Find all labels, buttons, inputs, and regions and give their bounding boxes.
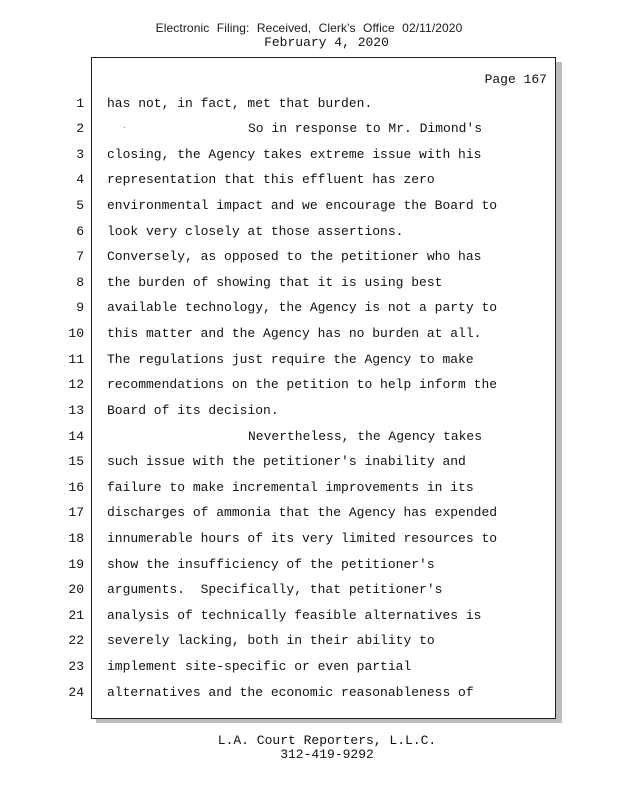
line-text: such issue with the petitioner's inability and <box>107 454 466 469</box>
line-number: 8 <box>76 275 84 290</box>
line-text: the burden of showing that it is using best <box>107 275 443 290</box>
line-text: show the insufficiency of the petitioner's <box>107 557 435 572</box>
line-number: 13 <box>68 403 84 418</box>
transcript-line <box>0 198 560 224</box>
filing-stamp: Electronic Filing: Received, Clerk's Office 02/11/2020 <box>155 21 463 35</box>
line-number: 1 <box>76 96 84 111</box>
line-number: 21 <box>68 608 84 623</box>
transcript-line <box>0 352 560 378</box>
line-text: this matter and the Agency has no burden at all. <box>107 326 482 341</box>
line-text: The regulations just require the Agency to make <box>107 352 474 367</box>
transcript-line <box>0 659 560 685</box>
transcript-line <box>0 505 560 531</box>
page-number: Page 167 <box>484 72 547 87</box>
line-text: Conversely, as opposed to the petitioner who has <box>107 249 482 264</box>
line-text: Board of its decision. <box>107 403 279 418</box>
line-text: failure to make incremental improvements in its <box>107 480 474 495</box>
line-text: has not, in fact, met that burden. <box>107 96 373 111</box>
transcript-line <box>0 608 560 634</box>
line-text: discharges of ammonia that the Agency has expended <box>107 505 498 520</box>
transcript-line <box>0 531 560 557</box>
transcript-line <box>0 326 560 352</box>
transcript-line <box>0 121 560 147</box>
line-number: 5 <box>76 198 84 213</box>
transcript-line <box>0 147 560 173</box>
line-text: environmental impact and we encourage the Board to <box>107 198 498 213</box>
line-text: arguments. Specifically, that petitioner's <box>107 582 443 597</box>
transcript-line <box>0 633 560 659</box>
footer-company: L.A. Court Reporters, L.L.C. <box>217 733 437 748</box>
line-text: severely lacking, both in their ability to <box>107 633 435 648</box>
hearing-date: February 4, 2020 <box>264 35 389 50</box>
transcript-line <box>0 275 560 301</box>
footer-phone: 312-419-9292 <box>280 747 374 762</box>
transcript-line <box>0 454 560 480</box>
line-number: 2 <box>76 121 84 136</box>
transcript-line <box>0 557 560 583</box>
line-number: 23 <box>68 659 84 674</box>
transcript-line <box>0 403 560 429</box>
line-text: closing, the Agency takes extreme issue with his <box>107 147 482 162</box>
transcript-line <box>0 582 560 608</box>
line-text: representation that this effluent has zero <box>107 172 435 187</box>
transcript-line <box>0 300 560 326</box>
stray-mark: · <box>123 123 126 132</box>
transcript-line <box>0 480 560 506</box>
line-number: 12 <box>68 377 84 392</box>
line-number: 22 <box>68 633 84 648</box>
line-number: 6 <box>76 224 84 239</box>
line-number: 15 <box>68 454 84 469</box>
transcript-line <box>0 172 560 198</box>
transcript-line <box>0 429 560 455</box>
line-text: recommendations on the petition to help inform the <box>107 377 498 392</box>
line-text: available technology, the Agency is not a party to <box>107 300 498 315</box>
line-number: 18 <box>68 531 84 546</box>
line-text: Nevertheless, the Agency takes <box>248 429 483 444</box>
line-number: 10 <box>68 326 84 341</box>
line-number: 7 <box>76 249 84 264</box>
line-number: 3 <box>76 147 84 162</box>
line-text: look very closely at those assertions. <box>107 224 404 239</box>
transcript-line <box>0 685 560 711</box>
line-text: So in response to Mr. Dimond's <box>248 121 483 136</box>
line-number: 11 <box>68 352 84 367</box>
line-number: 17 <box>68 505 84 520</box>
line-text: implement site-specific or even partial <box>107 659 412 674</box>
transcript-line <box>0 224 560 250</box>
line-number: 24 <box>68 685 84 700</box>
line-text: innumerable hours of its very limited resources to <box>107 531 498 546</box>
line-text: alternatives and the economic reasonableness of <box>107 685 474 700</box>
line-number: 20 <box>68 582 84 597</box>
transcript-line <box>0 249 560 275</box>
transcript-line <box>0 377 560 403</box>
line-text: analysis of technically feasible alternatives is <box>107 608 482 623</box>
line-number: 4 <box>76 172 84 187</box>
line-number: 9 <box>76 300 84 315</box>
line-number: 19 <box>68 557 84 572</box>
line-number: 14 <box>68 429 84 444</box>
transcript-line <box>0 96 560 122</box>
line-number: 16 <box>68 480 84 495</box>
